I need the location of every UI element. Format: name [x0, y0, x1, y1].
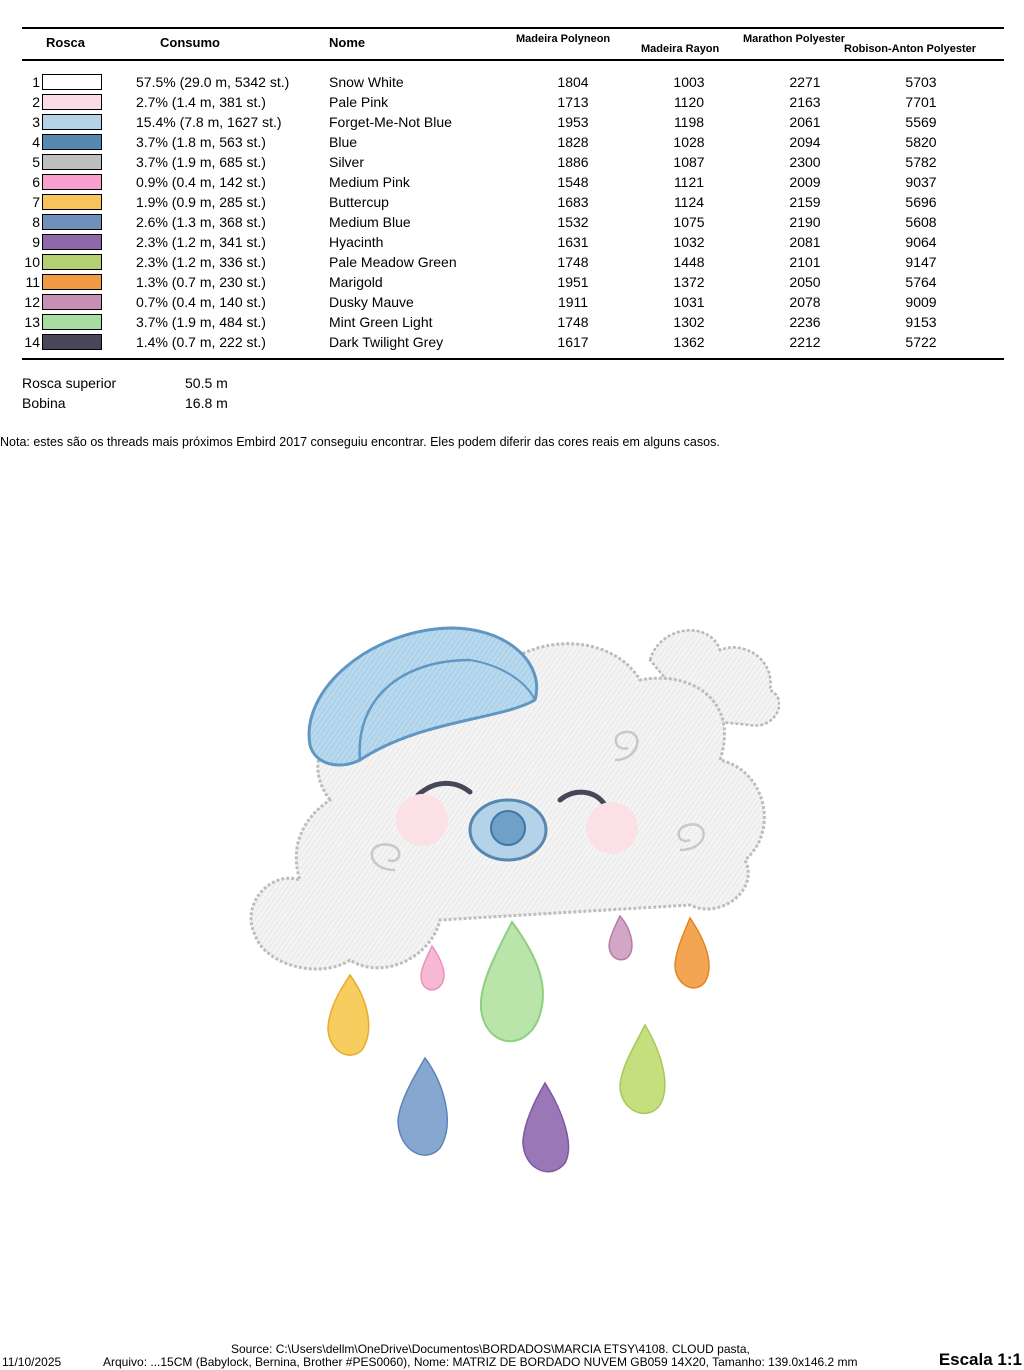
thread-robison-anton: 9037: [905, 174, 937, 190]
thread-madeira-rayon: 1075: [673, 214, 705, 230]
thread-name: Buttercup: [329, 194, 389, 210]
thread-color-swatch: [42, 74, 102, 90]
thread-number: 11: [25, 274, 40, 290]
thread-marathon-polyester: 2190: [789, 214, 821, 230]
bobina-label: Bobina: [22, 395, 66, 411]
table-row: [0, 152, 1024, 172]
table-row: [0, 232, 1024, 252]
thread-madeira-polyneon: 1953: [557, 114, 589, 130]
thread-madeira-rayon: 1031: [673, 294, 705, 310]
thread-madeira-rayon: 1032: [673, 234, 705, 250]
thread-number: 5: [32, 154, 40, 170]
header-consumo: Consumo: [160, 35, 220, 50]
thread-robison-anton: 5696: [905, 194, 937, 210]
thread-robison-anton: 5722: [905, 334, 937, 350]
thread-consumo: 1.4% (0.7 m, 222 st.): [136, 334, 266, 350]
thread-number: 13: [24, 314, 40, 330]
table-row: [0, 172, 1024, 192]
table-row: [0, 212, 1024, 232]
thread-madeira-polyneon: 1748: [557, 254, 589, 270]
thread-number: 1: [32, 74, 40, 90]
table-row: [0, 112, 1024, 132]
thread-color-swatch: [42, 94, 102, 110]
thread-number: 7: [32, 194, 40, 210]
thread-color-swatch: [42, 234, 102, 250]
thread-name: Hyacinth: [329, 234, 384, 250]
thread-madeira-polyneon: 1548: [557, 174, 589, 190]
thread-madeira-polyneon: 1631: [557, 234, 589, 250]
thread-name: Medium Pink: [329, 174, 410, 190]
header-marathon-polyester: Marathon Polyester: [743, 33, 846, 45]
footer-date: 11/10/2025: [2, 1355, 62, 1369]
table-bottom-rule: [22, 358, 1004, 360]
thread-madeira-polyneon: 1886: [557, 154, 589, 170]
note-text: Nota: estes são os threads mais próximos Embird 2017 conseguiu encontrar. Eles podem diferir das cores reais em alguns casos.: [0, 435, 720, 449]
thread-robison-anton: 9009: [905, 294, 937, 310]
thread-robison-anton: 5820: [905, 134, 937, 150]
thread-consumo: 2.6% (1.3 m, 368 st.): [136, 214, 266, 230]
thread-madeira-rayon: 1372: [673, 274, 705, 290]
thread-marathon-polyester: 2081: [789, 234, 821, 250]
thread-marathon-polyester: 2300: [789, 154, 821, 170]
thread-robison-anton: 7701: [905, 94, 937, 110]
thread-madeira-rayon: 1028: [673, 134, 705, 150]
thread-marathon-polyester: 2236: [789, 314, 821, 330]
thread-color-swatch: [42, 274, 102, 290]
thread-robison-anton: 5569: [905, 114, 937, 130]
thread-marathon-polyester: 2094: [789, 134, 821, 150]
thread-number: 9: [32, 234, 40, 250]
rosca-superior-value: 50.5 m: [185, 375, 228, 391]
thread-robison-anton: 5764: [905, 274, 937, 290]
thread-color-swatch: [42, 254, 102, 270]
thread-color-swatch: [42, 214, 102, 230]
header-robison-anton-polyester: Robison-Anton Polyester: [844, 43, 977, 55]
thread-name: Medium Blue: [329, 214, 411, 230]
thread-madeira-polyneon: 1828: [557, 134, 589, 150]
thread-color-swatch: [42, 294, 102, 310]
thread-madeira-polyneon: 1748: [557, 314, 589, 330]
thread-consumo: 0.9% (0.4 m, 142 st.): [136, 174, 266, 190]
thread-color-swatch: [42, 194, 102, 210]
thread-consumo: 0.7% (0.4 m, 140 st.): [136, 294, 266, 310]
thread-madeira-rayon: 1448: [673, 254, 705, 270]
thread-number: 3: [32, 114, 40, 130]
header-nome: Nome: [329, 35, 366, 50]
footer-source: Source: C:\Users\dellm\OneDrive\Documentos\BORDADOS\MARCIA ETSY\4108. CLOUD pasta,: [231, 1342, 750, 1356]
thread-madeira-polyneon: 1911: [557, 294, 589, 310]
thread-madeira-polyneon: 1532: [557, 214, 589, 230]
table-row: [0, 312, 1024, 332]
thread-marathon-polyester: 2159: [789, 194, 821, 210]
thread-madeira-polyneon: 1683: [557, 194, 589, 210]
thread-madeira-polyneon: 1713: [557, 94, 589, 110]
thread-name: Pale Meadow Green: [329, 254, 457, 270]
thread-name: Forget-Me-Not Blue: [329, 114, 452, 130]
bobina-value: 16.8 m: [185, 395, 228, 411]
thread-name: Snow White: [329, 74, 404, 90]
thread-consumo: 1.3% (0.7 m, 230 st.): [136, 274, 266, 290]
thread-number: 14: [24, 334, 40, 350]
thread-consumo: 2.7% (1.4 m, 381 st.): [136, 94, 266, 110]
thread-madeira-polyneon: 1951: [557, 274, 589, 290]
thread-consumo: 3.7% (1.9 m, 484 st.): [136, 314, 266, 330]
thread-consumo: 3.7% (1.9 m, 685 st.): [136, 154, 266, 170]
header-rosca: Rosca: [46, 35, 86, 50]
thread-name: Dusky Mauve: [329, 294, 414, 310]
table-row: [0, 292, 1024, 312]
thread-color-swatch: [42, 334, 102, 350]
thread-madeira-polyneon: 1804: [557, 74, 589, 90]
thread-number: 2: [32, 94, 40, 110]
thread-consumo: 2.3% (1.2 m, 336 st.): [136, 254, 266, 270]
thread-color-swatch: [42, 314, 102, 330]
thread-number: 4: [32, 134, 40, 150]
rosca-superior-label: Rosca superior: [22, 375, 117, 391]
thread-color-swatch: [42, 174, 102, 190]
thread-consumo: 1.9% (0.9 m, 285 st.): [136, 194, 266, 210]
table-row: [0, 192, 1024, 212]
table-row: [0, 272, 1024, 292]
thread-robison-anton: 5703: [905, 74, 937, 90]
thread-marathon-polyester: 2212: [789, 334, 821, 350]
thread-name: Blue: [329, 134, 358, 150]
thread-madeira-rayon: 1003: [673, 74, 705, 90]
thread-madeira-rayon: 1121: [673, 174, 705, 190]
thread-madeira-rayon: 1120: [673, 94, 705, 110]
thread-consumo: 15.4% (7.8 m, 1627 st.): [136, 114, 282, 130]
thread-color-swatch: [42, 134, 102, 150]
header-madeira-polyneon: Madeira Polyneon: [516, 33, 611, 45]
thread-consumo: 2.3% (1.2 m, 341 st.): [136, 234, 266, 250]
thread-robison-anton: 5608: [905, 214, 937, 230]
thread-consumo: 3.7% (1.8 m, 563 st.): [136, 134, 266, 150]
header-bottom-rule: [22, 59, 1004, 61]
header-madeira-rayon: Madeira Rayon: [641, 43, 720, 55]
embroidery-preview-image: [240, 620, 780, 1180]
table-row: [0, 92, 1024, 112]
thread-madeira-rayon: 1087: [673, 154, 705, 170]
thread-marathon-polyester: 2101: [789, 254, 821, 270]
thread-number: 12: [24, 294, 40, 310]
thread-robison-anton: 9064: [905, 234, 937, 250]
thread-color-swatch: [42, 154, 102, 170]
thread-madeira-rayon: 1362: [673, 334, 705, 350]
thread-madeira-rayon: 1124: [673, 194, 705, 210]
scale-label: Escala 1:1: [938, 1350, 1022, 1369]
table-top-rule: [22, 27, 1004, 29]
thread-madeira-rayon: 1198: [673, 114, 705, 130]
thread-consumo: 57.5% (29.0 m, 5342 st.): [136, 74, 290, 90]
thread-number: 6: [32, 174, 40, 190]
thread-madeira-polyneon: 1617: [557, 334, 589, 350]
thread-marathon-polyester: 2271: [789, 74, 821, 90]
thread-robison-anton: 9147: [905, 254, 937, 270]
thread-marathon-polyester: 2163: [789, 94, 821, 110]
thread-marathon-polyester: 2050: [789, 274, 821, 290]
thread-name: Pale Pink: [329, 94, 389, 110]
table-row: [0, 332, 1024, 352]
table-row: [0, 252, 1024, 272]
thread-marathon-polyester: 2061: [789, 114, 821, 130]
thread-marathon-polyester: 2078: [789, 294, 821, 310]
thread-robison-anton: 5782: [905, 154, 937, 170]
thread-color-swatch: [42, 114, 102, 130]
table-row: [0, 132, 1024, 152]
thread-name: Silver: [329, 154, 365, 170]
footer-arquivo: Arquivo: ...15CM (Babylock, Bernina, Brother #PES0060), Nome: MATRIZ DE BORDADO NUVEM GB059 14X20, Tamanho: 139.0x146.2 mm: [103, 1355, 858, 1369]
thread-robison-anton: 9153: [905, 314, 937, 330]
thread-number: 10: [24, 254, 40, 270]
thread-name: Marigold: [329, 274, 383, 290]
thread-madeira-rayon: 1302: [673, 314, 705, 330]
table-row: [0, 72, 1024, 92]
thread-number: 8: [32, 214, 40, 230]
thread-name: Dark Twilight Grey: [329, 334, 444, 350]
thread-name: Mint Green Light: [329, 314, 433, 330]
thread-marathon-polyester: 2009: [789, 174, 821, 190]
